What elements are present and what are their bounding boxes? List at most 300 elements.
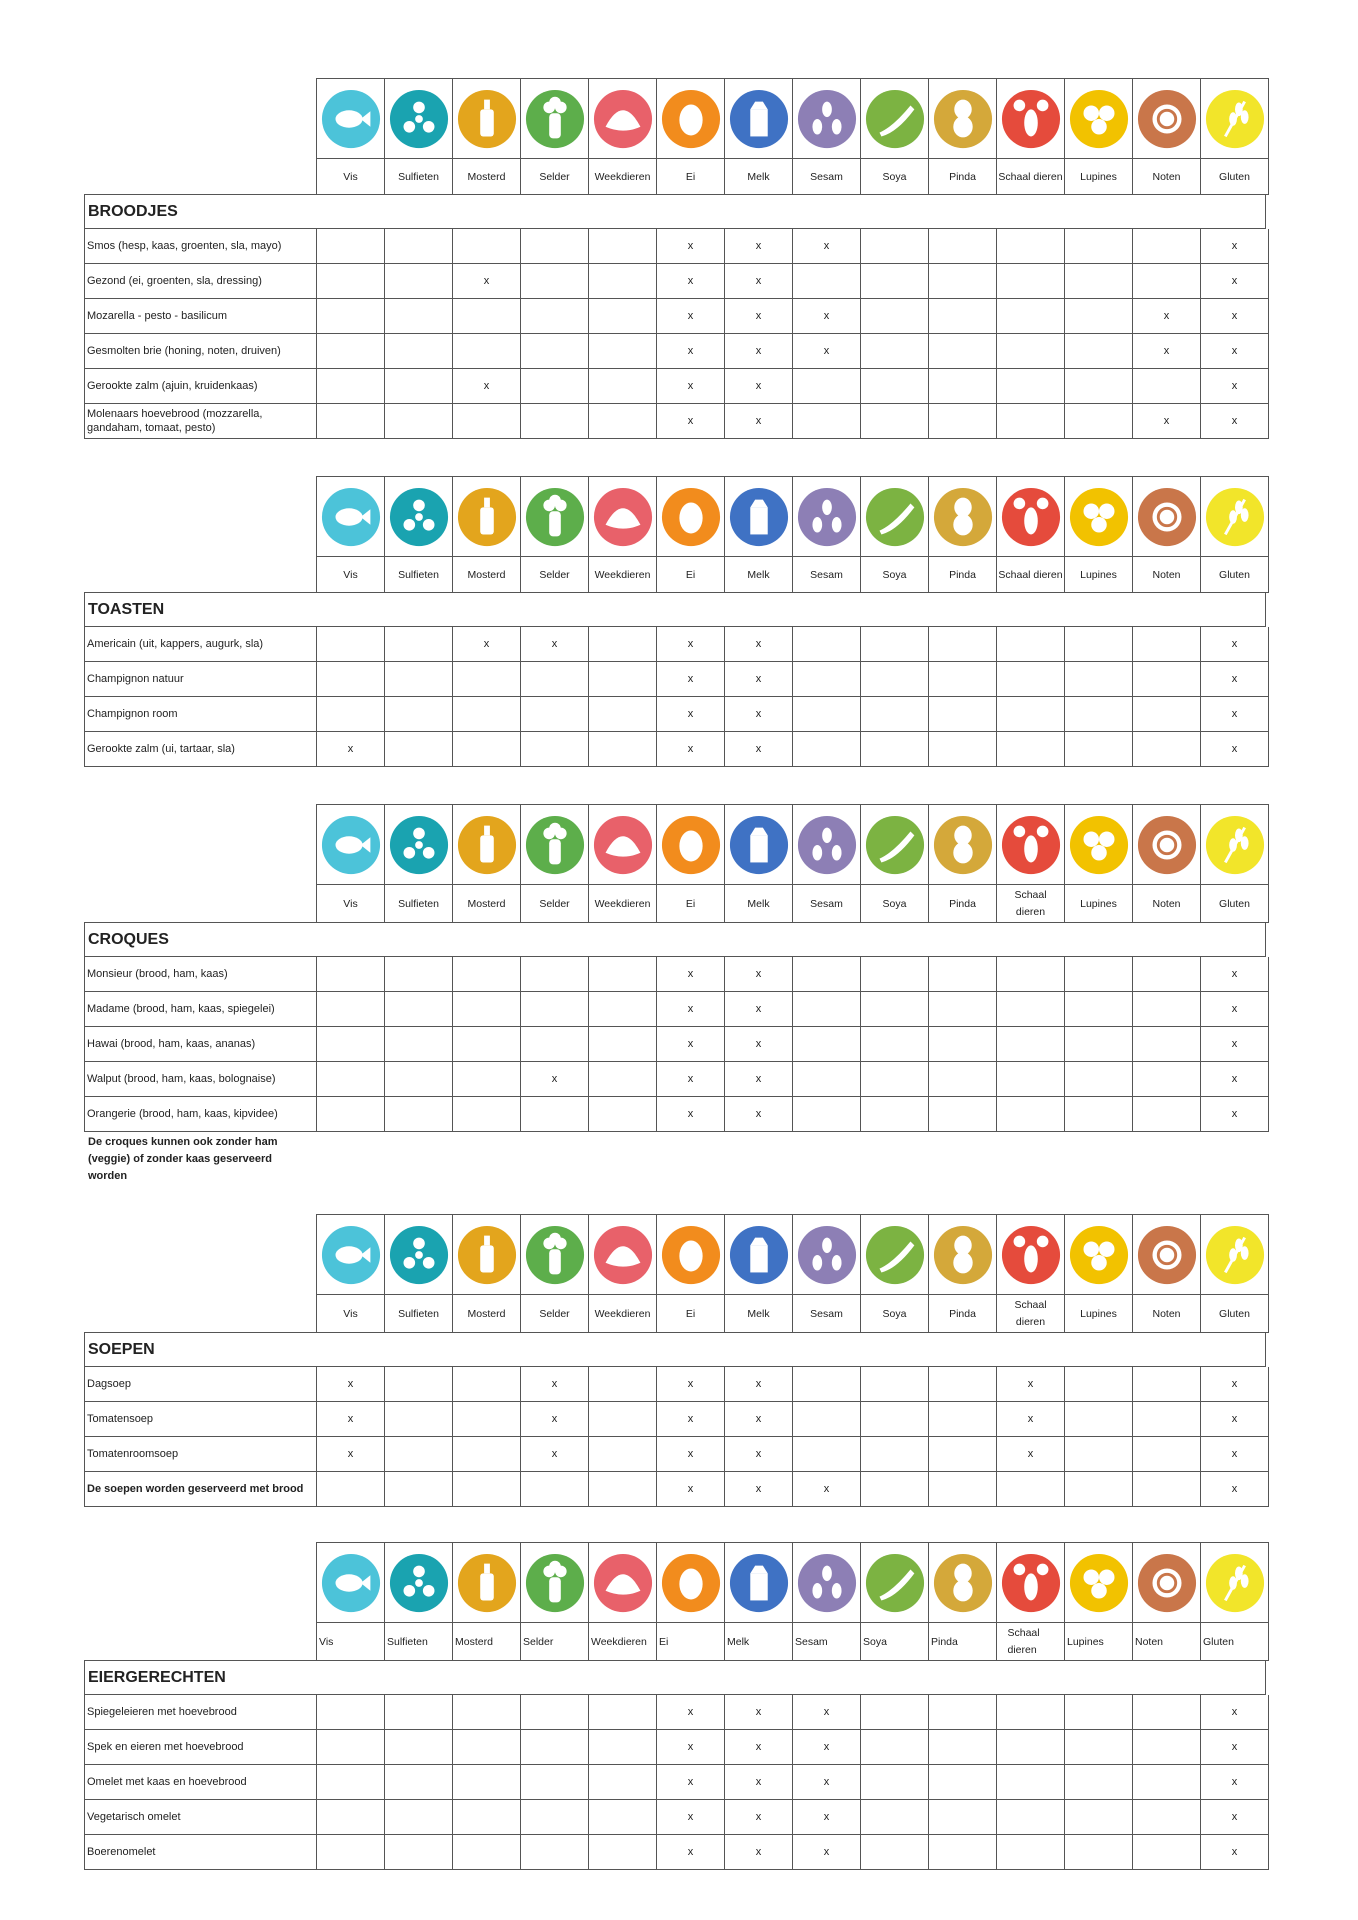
allergen-label: Gluten [1219,170,1250,183]
allergen-mark-sesam: x [793,1695,861,1730]
allergen-mark-mosterd [453,662,521,697]
allergen-column-schaaldieren [997,477,1065,593]
allergen-mark-melk: x [725,404,793,439]
allergen-label: Vis [343,1307,358,1320]
allergen-mark-noten [1133,264,1201,299]
allergen-column-sesam [793,477,861,593]
allergen-label: Ei [685,170,696,183]
allergen-mark-soya [861,1402,929,1437]
allergen-mark-selder [521,404,589,439]
allergen-column-vis [317,805,385,923]
allergen-mark-melk: x [725,1062,793,1097]
milk-carton-icon [725,79,792,159]
allergen-mark-ei: x [657,264,725,299]
allergen-column-vis [317,79,385,195]
allergen-mark-schaaldieren [997,369,1065,404]
allergen-mark-melk: x [725,627,793,662]
allergen-label: Gluten [1219,897,1250,910]
table-row [85,697,1269,732]
allergen-mark-lupines [1065,369,1133,404]
allergen-label: Vis [343,897,358,910]
allergen-mark-schaaldieren [997,1835,1065,1870]
dish-name: Orangerie (brood, ham, kaas, kipvidee) [85,1097,317,1132]
allergen-label: Soya [882,897,907,910]
allergen-mark-schaaldieren [997,697,1065,732]
table-row [85,1765,1269,1800]
allergen-column-noten [1133,1215,1201,1333]
peanut-icon [929,805,996,885]
allergen-mark-pinda [929,229,997,264]
allergen-mark-melk: x [725,1472,793,1507]
egg-icon [657,1543,724,1623]
lupine-icon [1065,79,1132,159]
allergen-mark-melk: x [725,697,793,732]
allergen-mark-lupines [1065,1730,1133,1765]
allergen-mark-sulfieten [385,1097,453,1132]
allergen-mark-schaaldieren [997,1062,1065,1097]
allergen-column-sulfieten [385,477,453,593]
allergen-mark-vis [317,404,385,439]
allergen-table [84,1660,1269,1870]
allergen-mark-weekdieren [589,627,657,662]
allergen-label: Sulfieten [387,1635,428,1648]
allergen-mark-pinda [929,957,997,992]
celery-icon [521,1215,588,1295]
allergen-mark-weekdieren [589,1800,657,1835]
allergen-table [84,1332,1269,1507]
egg-icon [657,79,724,159]
allergen-mark-lupines [1065,1027,1133,1062]
allergen-label: Mosterd [455,1635,493,1648]
allergen-table [84,592,1269,767]
section-title: CROQUES [85,923,1266,957]
allergen-mark-sulfieten [385,264,453,299]
allergen-mark-soya [861,264,929,299]
wheat-icon [1201,79,1268,159]
allergen-mark-selder [521,1472,589,1507]
allergen-mark-weekdieren [589,957,657,992]
allergen-label: Lupines [1080,1307,1117,1320]
dish-name: Tomatensoep [85,1402,317,1437]
allergen-label: Mosterd [467,897,506,910]
dish-name: Monsieur (brood, ham, kaas) [85,957,317,992]
allergen-label: Sesam [795,1635,828,1648]
allergen-mark-lupines [1065,404,1133,439]
allergen-mark-schaaldieren [997,1097,1065,1132]
allergen-mark-selder: x [521,1437,589,1472]
allergen-mark-soya [861,992,929,1027]
allergen-mark-vis [317,264,385,299]
allergen-label: Pinda [931,1635,958,1648]
allergen-mark-gluten: x [1201,299,1269,334]
allergen-label: Ei [685,568,696,581]
allergen-mark-pinda [929,369,997,404]
allergen-column-sesam [793,1543,861,1661]
allergen-mark-noten [1133,1472,1201,1507]
allergen-mark-schaaldieren [997,957,1065,992]
allergen-mark-sulfieten [385,1437,453,1472]
allergen-mark-sesam [793,1027,861,1062]
allergen-column-lupines [1065,477,1133,593]
allergen-mark-soya [861,229,929,264]
allergen-mark-noten [1133,1730,1201,1765]
allergen-column-gluten [1201,1215,1269,1333]
allergen-mark-mosterd [453,957,521,992]
allergen-label: Pinda [949,170,976,183]
allergen-column-gluten [1201,1543,1269,1661]
allergen-column-soya [861,477,929,593]
allergen-mark-mosterd [453,1062,521,1097]
allergen-mark-weekdieren [589,369,657,404]
allergen-mark-lupines [1065,627,1133,662]
allergen-mark-gluten: x [1201,732,1269,767]
allergen-mark-gluten: x [1201,1367,1269,1402]
dish-name: Tomatenroomsoep [85,1437,317,1472]
allergen-mark-soya [861,369,929,404]
allergen-column-ei [657,79,725,195]
allergen-label: Gluten [1203,1635,1234,1648]
nut-icon [1133,1543,1200,1623]
dish-name: Hawai (brood, ham, kaas, ananas) [85,1027,317,1062]
table-row [85,1367,1269,1402]
allergen-mark-vis [317,1097,385,1132]
allergen-mark-mosterd [453,299,521,334]
allergen-mark-weekdieren [589,1062,657,1097]
allergen-mark-melk: x [725,992,793,1027]
allergen-header [316,804,1269,923]
allergen-label: Vis [343,568,358,581]
allergen-mark-sesam: x [793,1835,861,1870]
allergen-mark-gluten: x [1201,1097,1269,1132]
allergen-mark-melk: x [725,334,793,369]
allergen-mark-sesam: x [793,1730,861,1765]
dish-name: Gesmolten brie (honing, noten, druiven) [85,334,317,369]
allergen-mark-ei: x [657,1730,725,1765]
allergen-column-pinda [929,1543,997,1661]
allergen-mark-schaaldieren [997,1800,1065,1835]
allergen-mark-soya [861,334,929,369]
allergen-mark-mosterd [453,732,521,767]
allergen-mark-ei: x [657,957,725,992]
allergen-label: Selder [523,1635,554,1648]
allergen-column-sesam [793,805,861,923]
allergen-mark-pinda [929,1730,997,1765]
table-row [85,334,1269,369]
molecule-icon [385,79,452,159]
allergen-mark-selder: x [521,1062,589,1097]
allergen-column-vis [317,1215,385,1333]
allergen-label: Ei [659,1635,669,1648]
allergen-mark-selder [521,1765,589,1800]
allergen-label: Lupines [1067,1635,1104,1648]
sesame-icon [793,1543,860,1623]
allergen-column-vis [317,477,385,593]
allergen-column-vis [317,1543,385,1661]
allergen-label: Mosterd [467,568,506,581]
allergen-column-pinda [929,1215,997,1333]
allergen-mark-sesam [793,992,861,1027]
allergen-mark-melk: x [725,1437,793,1472]
allergen-mark-lupines [1065,264,1133,299]
soy-icon [861,477,928,557]
allergen-mark-pinda [929,732,997,767]
allergen-mark-noten [1133,1765,1201,1800]
allergen-label: Sulfieten [398,568,439,581]
allergen-mark-sesam: x [793,1800,861,1835]
lupine-icon [1065,805,1132,885]
allergen-label: Pinda [949,568,976,581]
allergen-mark-vis [317,369,385,404]
allergen-table [84,922,1269,1132]
allergen-label: Soya [882,1307,907,1320]
mustard-bottle-icon [453,1215,520,1295]
allergen-mark-weekdieren [589,1730,657,1765]
allergen-mark-melk: x [725,299,793,334]
nut-icon [1133,477,1200,557]
allergen-mark-sesam [793,957,861,992]
allergen-mark-schaaldieren [997,1472,1065,1507]
allergen-mark-pinda [929,1695,997,1730]
allergen-mark-noten [1133,1437,1201,1472]
allergen-label: Selder [539,897,570,910]
allergen-column-melk [725,805,793,923]
allergen-column-lupines [1065,79,1133,195]
allergen-mark-gluten: x [1201,334,1269,369]
allergen-label: Gluten [1219,568,1250,581]
allergen-mark-ei: x [657,1800,725,1835]
allergen-mark-ei: x [657,1472,725,1507]
allergen-mark-lupines [1065,732,1133,767]
allergen-label: Lupines [1080,897,1117,910]
allergen-column-soya [861,1543,929,1661]
allergen-mark-sulfieten [385,697,453,732]
allergen-column-weekdieren [589,79,657,195]
allergen-mark-soya [861,1367,929,1402]
section-title: EIERGERECHTEN [85,1661,1266,1695]
allergen-mark-mosterd: x [453,264,521,299]
sesame-icon [793,1215,860,1295]
allergen-mark-sulfieten [385,1730,453,1765]
allergen-mark-sulfieten [385,1765,453,1800]
fish-icon [317,805,384,885]
allergen-mark-selder [521,697,589,732]
wheat-icon [1201,1215,1268,1295]
allergen-label: Vis [343,170,358,183]
allergen-mark-schaaldieren: x [997,1437,1065,1472]
celery-icon [521,477,588,557]
allergen-mark-lupines [1065,1765,1133,1800]
molecule-icon [385,1543,452,1623]
allergen-mark-melk: x [725,1765,793,1800]
egg-icon [657,477,724,557]
allergen-mark-sesam [793,697,861,732]
allergen-mark-sesam [793,369,861,404]
allergen-mark-noten [1133,992,1201,1027]
allergen-mark-weekdieren [589,1402,657,1437]
sesame-icon [793,477,860,557]
allergen-mark-soya [861,1027,929,1062]
dish-name: Molenaars hoevebrood (mozzarella, gandaham, tomaat, pesto) [85,404,317,439]
allergen-column-soya [861,805,929,923]
lupine-icon [1065,477,1132,557]
allergen-column-sulfieten [385,1543,453,1661]
soy-icon [861,805,928,885]
allergen-mark-vis [317,957,385,992]
dish-name: Americain (uit, kappers, augurk, sla) [85,627,317,662]
lobster-icon [997,79,1064,159]
allergen-mark-ei: x [657,1437,725,1472]
allergen-mark-lupines [1065,229,1133,264]
allergen-column-sulfieten [385,1215,453,1333]
table-row [85,264,1269,299]
allergen-mark-pinda [929,264,997,299]
dish-name: Gerookte zalm (ui, tartaar, sla) [85,732,317,767]
allergen-mark-noten [1133,627,1201,662]
allergen-mark-weekdieren [589,1367,657,1402]
allergen-mark-selder: x [521,1402,589,1437]
allergen-mark-sesam [793,404,861,439]
allergen-column-weekdieren [589,477,657,593]
fish-icon [317,477,384,557]
molecule-icon [385,1215,452,1295]
allergen-mark-schaaldieren [997,229,1065,264]
allergen-mark-gluten: x [1201,1027,1269,1062]
allergen-mark-soya [861,404,929,439]
allergen-mark-weekdieren [589,1027,657,1062]
table-row [85,369,1269,404]
allergen-mark-vis [317,1765,385,1800]
allergen-mark-schaaldieren [997,299,1065,334]
allergen-mark-melk: x [725,1097,793,1132]
allergen-mark-soya [861,1730,929,1765]
allergen-mark-schaaldieren [997,1730,1065,1765]
dish-name: Mozarella - pesto - basilicum [85,299,317,334]
allergen-mark-noten: x [1133,334,1201,369]
allergen-column-noten [1133,477,1201,593]
allergen-mark-vis [317,229,385,264]
allergen-mark-gluten: x [1201,1695,1269,1730]
allergen-mark-lupines [1065,1402,1133,1437]
allergen-mark-melk: x [725,264,793,299]
allergen-mark-selder [521,1027,589,1062]
allergen-mark-sesam [793,1062,861,1097]
allergen-mark-schaaldieren [997,334,1065,369]
soy-icon [861,1215,928,1295]
allergen-mark-ei: x [657,662,725,697]
allergen-label: Gluten [1219,1307,1250,1320]
allergen-mark-noten: x [1133,404,1201,439]
allergen-mark-sulfieten [385,992,453,1027]
allergen-column-schaaldieren [997,805,1065,923]
allergen-mark-gluten: x [1201,1062,1269,1097]
allergen-column-gluten [1201,79,1269,195]
allergen-column-melk [725,1543,793,1661]
allergen-mark-sulfieten [385,1402,453,1437]
allergen-column-pinda [929,805,997,923]
dish-name: Vegetarisch omelet [85,1800,317,1835]
allergen-column-noten [1133,805,1201,923]
allergen-column-selder [521,1215,589,1333]
allergen-mark-soya [861,1062,929,1097]
allergen-mark-pinda [929,992,997,1027]
allergen-mark-melk: x [725,369,793,404]
allergen-mark-noten [1133,369,1201,404]
allergen-mark-pinda [929,697,997,732]
allergen-mark-noten [1133,1027,1201,1062]
allergen-header [316,1542,1269,1661]
celery-icon [521,1543,588,1623]
allergen-mark-pinda [929,404,997,439]
allergen-mark-selder [521,662,589,697]
dish-name: Smos (hesp, kaas, groenten, sla, mayo) [85,229,317,264]
allergen-mark-vis [317,1695,385,1730]
dish-name: Champignon room [85,697,317,732]
peanut-icon [929,79,996,159]
allergen-mark-ei: x [657,1765,725,1800]
allergen-mark-weekdieren [589,732,657,767]
allergen-label: Noten [1152,897,1181,910]
allergen-mark-vis [317,1062,385,1097]
dish-name: Spiegeleieren met hoevebrood [85,1695,317,1730]
allergen-mark-sesam [793,1367,861,1402]
allergen-mark-mosterd [453,992,521,1027]
allergen-mark-mosterd [453,1472,521,1507]
allergen-mark-vis [317,1730,385,1765]
allergen-column-melk [725,477,793,593]
allergen-label: Noten [1135,1635,1164,1648]
allergen-mark-gluten: x [1201,1730,1269,1765]
allergen-column-soya [861,79,929,195]
allergen-mark-melk: x [725,1730,793,1765]
allergen-column-gluten [1201,477,1269,593]
allergen-mark-weekdieren [589,404,657,439]
sesame-icon [793,79,860,159]
allergen-mark-noten [1133,1402,1201,1437]
mustard-bottle-icon [453,477,520,557]
allergen-mark-gluten: x [1201,1402,1269,1437]
allergen-mark-melk: x [725,1402,793,1437]
table-row [85,229,1269,264]
allergen-mark-noten [1133,1695,1201,1730]
allergen-mark-weekdieren [589,1765,657,1800]
allergen-mark-pinda [929,627,997,662]
allergen-mark-gluten: x [1201,264,1269,299]
milk-carton-icon [725,1543,792,1623]
allergen-mark-pinda [929,1097,997,1132]
allergen-label: Melk [747,1307,770,1320]
allergen-mark-soya [861,662,929,697]
allergen-mark-noten [1133,662,1201,697]
allergen-label: Soya [882,568,907,581]
dish-name: Champignon natuur [85,662,317,697]
allergen-mark-selder [521,369,589,404]
allergen-mark-gluten: x [1201,1472,1269,1507]
allergen-mark-lupines [1065,299,1133,334]
allergen-mark-weekdieren [589,264,657,299]
allergen-mark-sesam: x [793,1472,861,1507]
allergen-mark-lupines [1065,1367,1133,1402]
allergen-mark-melk: x [725,229,793,264]
allergen-mark-lupines [1065,992,1133,1027]
allergen-mark-weekdieren [589,992,657,1027]
peanut-icon [929,1215,996,1295]
allergen-mark-selder [521,732,589,767]
allergen-mark-schaaldieren [997,404,1065,439]
allergen-mark-sulfieten [385,1367,453,1402]
molecule-icon [385,805,452,885]
allergen-label: Selder [539,568,570,581]
allergen-mark-selder [521,992,589,1027]
